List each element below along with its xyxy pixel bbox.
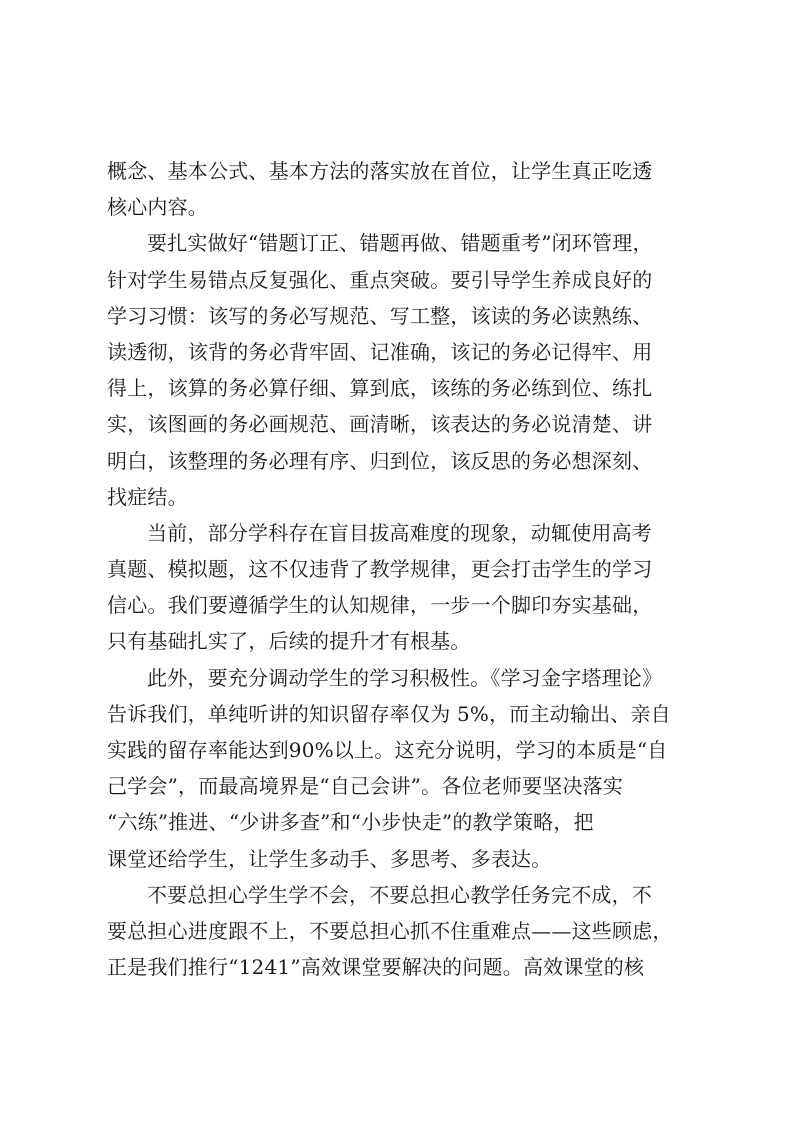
paragraph-3-line-1: 当前，部分学科存在盲目拔高难度的现象，动辄使用高考: [147, 520, 652, 545]
paragraph-4-line-5: “六练”推进、“少讲多查”和“小步快走”的教学策略，把: [107, 810, 594, 835]
paragraph-5-line-2: 要总担心进度跟不上，不要总担心抓不住重难点——这些顾虑，: [107, 918, 673, 943]
paragraph-3-line-2: 真题、模拟题，这不仅违背了教学规律，更会打击学生的学习: [107, 557, 653, 582]
paragraph-2-line-6: 实，该图画的务必画规范、画清晰，该表达的务必说清楚、讲: [107, 412, 653, 437]
paragraph-4-line-4: 己学会”，而最高境界是“自己会讲”。各位老师要坚决落实: [107, 774, 624, 799]
paragraph-1-line-2: 核心内容。: [107, 195, 208, 220]
paragraph-2-line-8: 找症结。: [107, 484, 188, 509]
paragraph-4-line-6: 课堂还给学生，让学生多动手、多思考、多表达。: [107, 846, 552, 871]
paragraph-4-line-2: 告诉我们，单纯听讲的知识留存率仅为 5%，而主动输出、亲自: [107, 701, 671, 726]
paragraph-2-line-2: 针对学生易错点反复强化、重点突破。要引导学生养成良好的: [107, 267, 653, 292]
paragraph-5-line-1: 不要总担心学生学不会，不要总担心教学任务完不成，不: [147, 882, 652, 907]
paragraph-1-line-1: 概念、基本公式、基本方法的落实放在首位，让学生真正吃透: [107, 159, 653, 183]
paragraph-2-line-5: 得上，该算的务必算仔细、算到底，该练的务必练到位、练扎: [107, 376, 653, 401]
paragraph-4-line-1: 此外，要充分调动学生的学习积极性。《学习金字塔理论》: [147, 665, 663, 690]
paragraph-5-line-3: 正是我们推行“1241”高效课堂要解决的问题。高效课堂的核: [107, 955, 645, 980]
paragraph-2-line-7: 明白，该整理的务必理有序、归到位，该反思的务必想深刻、: [107, 448, 653, 473]
paragraph-3-line-4: 只有基础扎实了，后续的提升才有根基。: [107, 629, 471, 654]
paragraph-2-line-3: 学习习惯：该写的务必写规范、写工整，该读的务必读熟练、: [107, 303, 653, 328]
paragraph-3-line-3: 信心。我们要遵循学生的认知规律，一步一个脚印夯实基础，: [107, 593, 653, 618]
paragraph-2-line-4: 读透彻，该背的务必背牢固、记准确，该记的务必记得牢、用: [107, 339, 653, 364]
body-text: [107, 153, 687, 985]
paragraph-4-line-3: 实践的留存率能达到90%以上。这充分说明，学习的本质是“自: [107, 738, 668, 762]
paragraph-2-line-1: 要扎实做好“错题订正、错题再做、错题重考”闭环管理，: [147, 231, 653, 256]
